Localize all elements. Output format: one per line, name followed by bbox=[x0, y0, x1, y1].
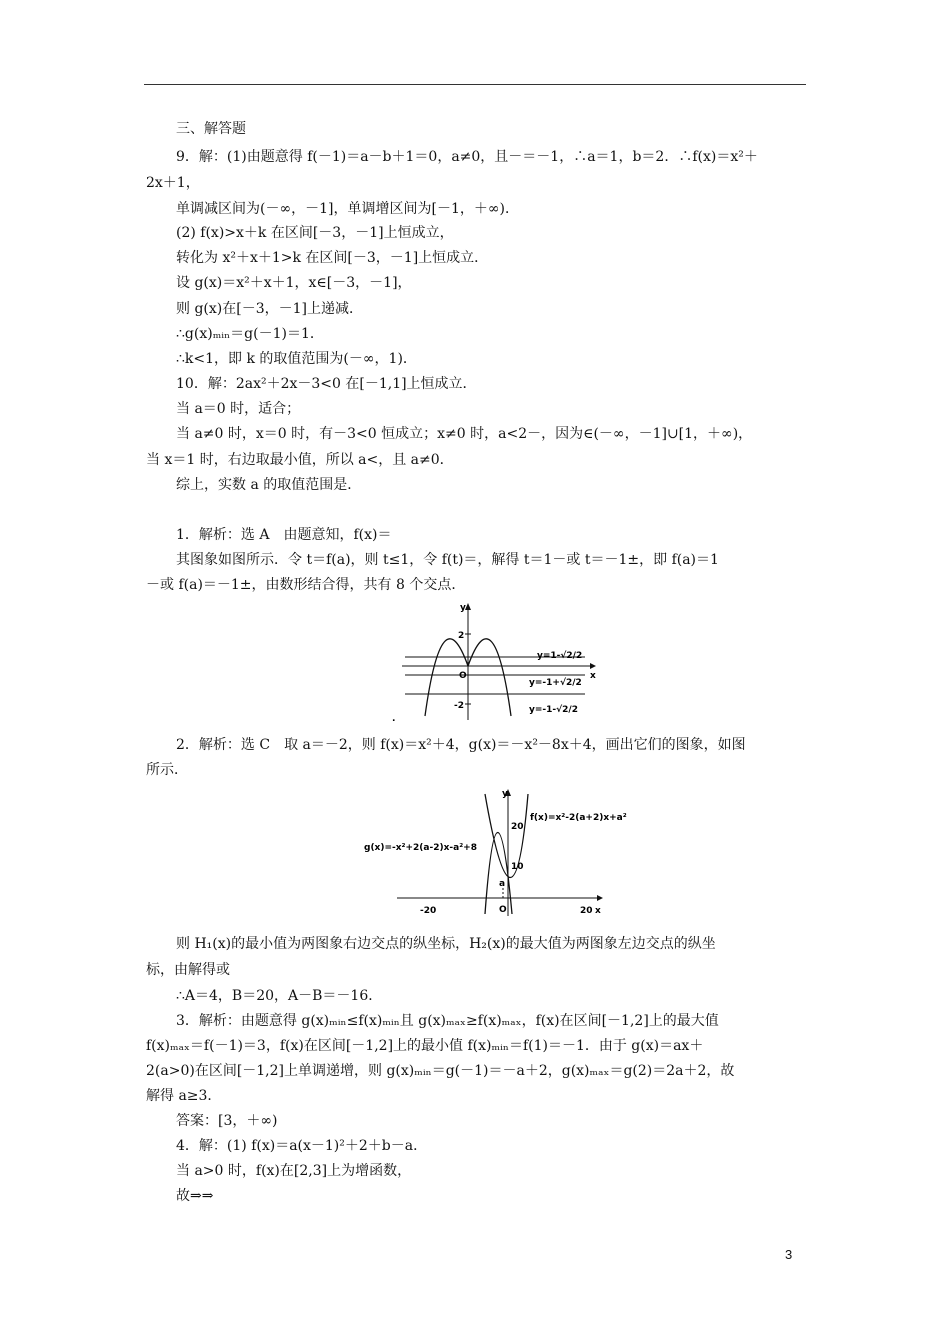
text-line: 当 a＝0 时，适合； bbox=[176, 401, 301, 417]
fig2-y-label: y bbox=[502, 789, 508, 799]
text-line: 综上，实数 a 的取值范围是． bbox=[176, 477, 362, 493]
text-line: 当 a≠0 时，x＝0 时，有－3<0 恒成立；x≠0 时，a<2－，因为∈(－∞，－1]∪[1，＋∞)， bbox=[176, 426, 753, 442]
text-line: 则 H₁(x)的最小值为两图象右边交点的纵坐标，H₂(x)的最大值为两图象左边交点的纵坐 bbox=[176, 936, 716, 952]
fig2-tick-pos20: 20 bbox=[580, 906, 593, 916]
fig2-f-label: f(x)=x²-2(a+2)x+a² bbox=[530, 813, 627, 823]
text-line: ∴A＝4，B＝20，A－B＝－16． bbox=[176, 988, 383, 1004]
text-line: 设 g(x)＝x²＋x＋1，x∈[－3，－1]， bbox=[176, 275, 412, 291]
text-line: 所示． bbox=[146, 762, 188, 778]
text-line: 2．解析：选 C 取 a＝－2，则 f(x)＝x²＋4，g(x)＝－x²－8x＋4，画出它们的图象，如图 bbox=[176, 737, 746, 753]
fig1-x-label: x bbox=[590, 671, 596, 681]
fig2-tick-neg20: -20 bbox=[420, 906, 437, 916]
figure-1-graph bbox=[390, 598, 610, 726]
text-line: 则 g(x)在[－3，－1]上递减． bbox=[176, 301, 363, 317]
text-line: ∴k<1，即 k 的取值范围为(－∞，1)． bbox=[176, 351, 417, 367]
text-line: 9．解：(1)由题意得 f(－1)＝a－b＋1＝0，a≠0，且－＝－1，∴a＝1，b＝2．∴f(x)＝x²＋ bbox=[176, 149, 758, 165]
text-line: 2(a>0)在区间[－1,2]上单调递增，则 g(x)ₘᵢₙ＝g(－1)＝－a＋2，g(x)ₘₐₓ＝g(2)＝2a＋2，故 bbox=[146, 1063, 735, 1079]
text-line: 其图象如图所示．令 t＝f(a)，则 t≤1，令 f(t)＝，解得 t＝1－或 t＝－1±，即 f(a)＝1 bbox=[176, 552, 719, 568]
text-line: 答案：[3，＋∞) bbox=[176, 1113, 278, 1129]
fig2-a-label: a bbox=[499, 879, 506, 889]
fig1-dot: . bbox=[392, 714, 396, 724]
fig2-origin-label: O bbox=[499, 905, 507, 915]
fig2-tick-20: 20 bbox=[511, 822, 524, 832]
text-line: ∴g(x)ₘᵢₙ＝g(－1)＝1． bbox=[176, 326, 324, 342]
text-line: 3．解析：由题意得 g(x)ₘᵢₙ≤f(x)ₘᵢₙ且 g(x)ₘₐₓ≥f(x)ₘₐₓ，f(x)在区间[－1,2]上的最大值 bbox=[176, 1013, 719, 1029]
header-rule bbox=[144, 84, 806, 85]
fig1-line-c-label: y=-1-√2/2 bbox=[529, 705, 578, 715]
fig1-line-a-label: y=1-√2/2 bbox=[537, 651, 583, 661]
section-heading: 三、解答题 bbox=[176, 121, 246, 137]
fig1-y-label: y bbox=[460, 603, 466, 613]
text-line: 当 x＝1 时，右边取最小值，所以 a<，且 a≠0． bbox=[146, 452, 454, 468]
text-line: 2x＋1， bbox=[146, 175, 200, 191]
page-number: 3 bbox=[785, 1247, 793, 1262]
text-line: 当 a>0 时，f(x)在[2,3]上为增函数， bbox=[176, 1163, 412, 1179]
fig2-tick-10: 10 bbox=[511, 862, 524, 872]
text-line: 故⇒⇒ bbox=[176, 1188, 214, 1204]
text-line: 标，由解得或 bbox=[146, 962, 230, 978]
fig2-x-arrow bbox=[597, 895, 603, 901]
fig1-origin-label: O bbox=[459, 671, 467, 681]
fig1-tick-top: 2 bbox=[458, 631, 465, 641]
fig1-y-arrow bbox=[465, 603, 471, 610]
text-line: 单调减区间为(－∞，－1]，单调增区间为[－1，＋∞)． bbox=[176, 201, 519, 217]
fig1-x-arrow bbox=[590, 663, 596, 669]
text-line: f(x)ₘₐₓ＝f(－1)＝3，f(x)在区间[－1,2]上的最小值 f(x)ₘᵢₙ＝f(1)＝－1．由于 g(x)＝ax＋ bbox=[146, 1038, 704, 1054]
fig1-line-b-label: y=-1+√2/2 bbox=[529, 678, 582, 688]
text-line: 1．解析：选 A 由题意知，f(x)＝ bbox=[176, 527, 392, 543]
figure-2-graph bbox=[362, 786, 632, 922]
text-line: 转化为 x²＋x＋1>k 在区间[－3，－1]上恒成立． bbox=[176, 250, 489, 266]
text-line: (2) f(x)>x＋k 在区间[－3，－1]上恒成立， bbox=[176, 225, 454, 241]
text-line: 4．解：(1) f(x)＝a(x－1)²＋2＋b－a． bbox=[176, 1138, 428, 1154]
fig2-x-label: x bbox=[595, 906, 601, 916]
fig1-curve-right bbox=[468, 639, 511, 716]
fig1-tick-bottom: -2 bbox=[454, 701, 464, 711]
text-line: －或 f(a)＝－1±，由数形结合得，共有 8 个交点． bbox=[146, 577, 466, 593]
text-line: 10．解：2ax²＋2x－3<0 在[－1,1]上恒成立． bbox=[176, 376, 477, 392]
fig2-g-label: g(x)=-x²+2(a-2)x-a²+8 bbox=[364, 843, 477, 853]
text-line: 解得 a≥3． bbox=[146, 1088, 222, 1104]
